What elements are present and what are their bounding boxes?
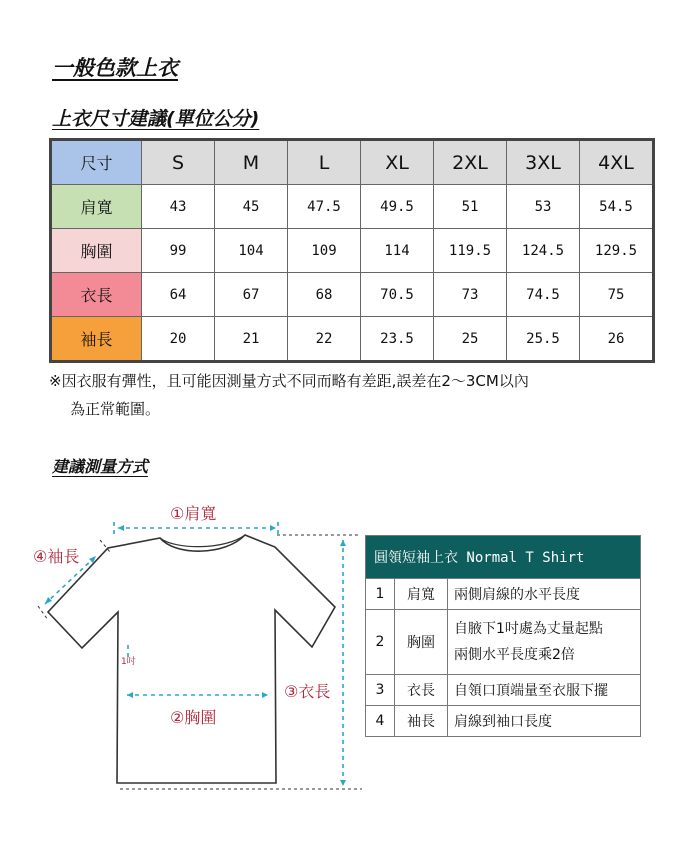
shoulder-label: ①肩寬 <box>170 504 217 523</box>
size-table-heading: 上衣尺寸建議(單位公分) <box>52 108 260 130</box>
table-cell: 43 <box>142 185 215 229</box>
row-part: 衣長 <box>395 675 448 706</box>
description-line: 兩側水平長度乘2倍 <box>454 647 575 663</box>
size-col-s: S <box>142 140 215 185</box>
row-part: 肩寬 <box>395 579 448 610</box>
row-number: 4 <box>366 706 395 737</box>
one-inch-label: 1吋 <box>121 657 136 667</box>
table-cell: 124.5 <box>507 229 580 273</box>
size-col-m: M <box>215 140 288 185</box>
table-cell: 20 <box>142 317 215 362</box>
row-label-chest: 胸圍 <box>51 229 142 273</box>
table-cell: 70.5 <box>361 273 434 317</box>
measurement-table-title-row <box>366 536 641 579</box>
table-cell: 51 <box>434 185 507 229</box>
table-cell: 119.5 <box>434 229 507 273</box>
size-row-shoulder <box>51 185 654 229</box>
size-row-chest <box>51 229 654 273</box>
table-cell: 114 <box>361 229 434 273</box>
table-cell: 25 <box>434 317 507 362</box>
row-description <box>448 610 641 675</box>
table-cell: 53 <box>507 185 580 229</box>
table-cell: 26 <box>580 317 654 362</box>
table-cell: 99 <box>142 229 215 273</box>
length-label: ③衣長 <box>284 682 331 701</box>
row-description: 肩線到袖口長度 <box>448 706 641 737</box>
tolerance-note: ※因衣服有彈性，且可能因測量方式不同而略有差距,誤差在2～3CM以內 <box>49 372 529 390</box>
row-label-sleeve: 袖長 <box>51 317 142 362</box>
chest-label: ②胸圍 <box>170 708 217 727</box>
table-cell: 68 <box>288 273 361 317</box>
size-header-row <box>51 140 654 185</box>
table-cell: 104 <box>215 229 288 273</box>
table-cell: 45 <box>215 185 288 229</box>
row-label-length: 衣長 <box>51 273 142 317</box>
table-cell: 21 <box>215 317 288 362</box>
product-title: 一般色款上衣 <box>52 56 178 80</box>
row-description: 兩側肩線的水平長度 <box>448 579 641 610</box>
row-number: 3 <box>366 675 395 706</box>
measurement-table <box>365 535 641 737</box>
table-cell: 49.5 <box>361 185 434 229</box>
table-cell: 129.5 <box>580 229 654 273</box>
measurement-table-title: 圓領短袖上衣 Normal T Shirt <box>366 536 641 579</box>
table-row <box>366 610 641 675</box>
table-row <box>366 706 641 737</box>
size-row-sleeve <box>51 317 654 362</box>
table-cell: 47.5 <box>288 185 361 229</box>
tshirt-outline-icon <box>48 535 335 783</box>
sleeve-label: ④袖長 <box>33 547 80 566</box>
table-cell: 64 <box>142 273 215 317</box>
table-cell: 109 <box>288 229 361 273</box>
table-cell: 54.5 <box>580 185 654 229</box>
description-line: 自腋下1吋處為丈量起點 <box>454 621 603 637</box>
table-cell: 67 <box>215 273 288 317</box>
row-part: 袖長 <box>395 706 448 737</box>
row-description: 自領口頂端量至衣服下擺 <box>448 675 641 706</box>
size-header-label: 尺寸 <box>51 140 142 185</box>
row-label-shoulder: 肩寬 <box>51 185 142 229</box>
table-row <box>366 579 641 610</box>
size-col-2xl: 2XL <box>434 140 507 185</box>
measurement-heading: 建議測量方式 <box>52 457 149 476</box>
size-col-4xl: 4XL <box>580 140 654 185</box>
tolerance-note-continued: 為正常範圍。 <box>70 400 161 418</box>
table-cell: 75 <box>580 273 654 317</box>
table-row <box>366 675 641 706</box>
tshirt-measurement-diagram <box>0 480 370 820</box>
size-col-xl: XL <box>361 140 434 185</box>
size-col-3xl: 3XL <box>507 140 580 185</box>
row-number: 1 <box>366 579 395 610</box>
table-cell: 23.5 <box>361 317 434 362</box>
table-cell: 74.5 <box>507 273 580 317</box>
row-number: 2 <box>366 610 395 675</box>
table-cell: 22 <box>288 317 361 362</box>
row-part: 胸圍 <box>395 610 448 675</box>
table-cell: 25.5 <box>507 317 580 362</box>
table-cell: 73 <box>434 273 507 317</box>
size-table <box>49 138 655 363</box>
size-row-length <box>51 273 654 317</box>
size-col-l: L <box>288 140 361 185</box>
